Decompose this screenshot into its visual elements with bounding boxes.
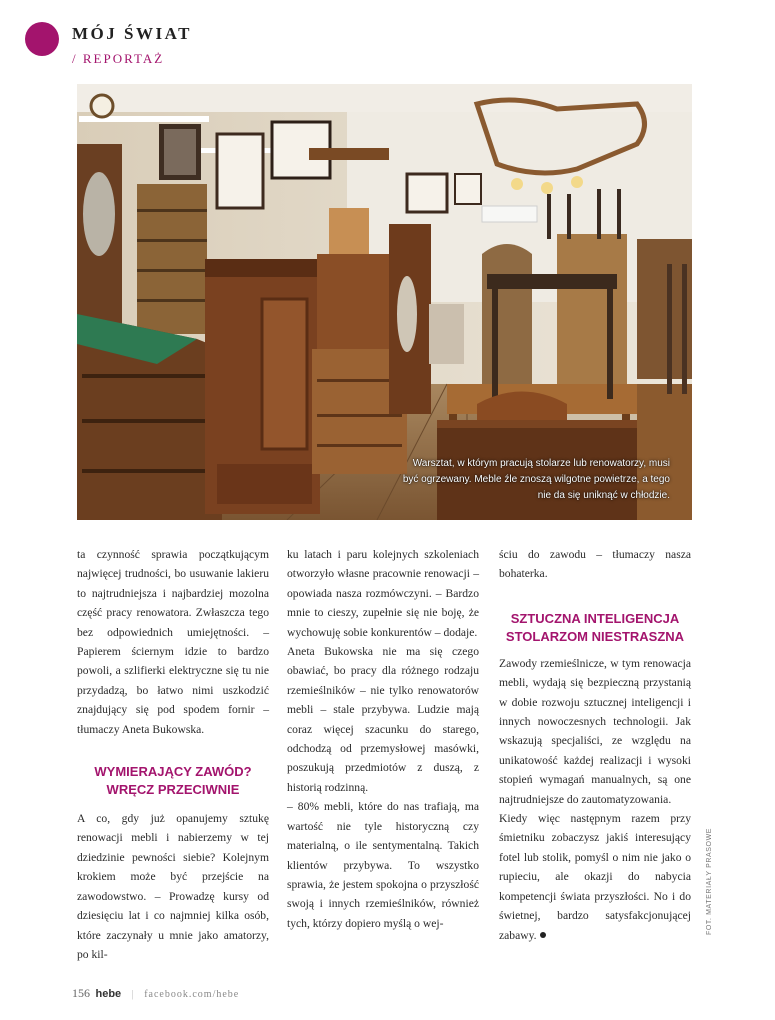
subheading-endangered-profession — [77, 763, 269, 799]
footer-divider: | — [131, 989, 134, 1000]
section-badge — [25, 22, 59, 56]
section-subtitle: / REPORTAŻ — [72, 51, 165, 66]
article-column-2 — [287, 545, 479, 933]
article-column-3 — [499, 545, 691, 945]
end-of-article-icon — [540, 932, 546, 938]
page-footer — [72, 986, 239, 1001]
paragraph: A co, gdy już opanujemy sztukę renowacji mebli i nabierzemy w tej dziedzinie pewności siebie? Kolejnym krokiem może być przejście na zawodowstwo. – Prowadzę kursy od dziesięciu lat i co najmniej kilka osób, które zaczynały u mnie jako amatorzy, po kil- — [77, 812, 269, 961]
subheading-artificial-intelligence — [499, 610, 691, 646]
subheading-line: SZTUCZNA INTELIGENCJA — [510, 610, 680, 626]
paragraph: – 80% mebli, które do nas trafiają, ma wartość nie tyle historyczną czy materialną, o ile sentymentalną. Takich klientów przybywa. To wszystko sprawia, że jestem spokojna o przyszłość swoją i innych rzemieślników, również tych, którzy dopiero myślą o wej- — [287, 800, 479, 930]
paragraph: ściu do zawodu – tłumaczy nasza bohaterka. — [499, 548, 691, 581]
photo-caption: Warsztat, w którym pracują stolarze lub renowatorzy, musi być ogrzewany. Meble źle znoszą wilgotne powietrze, a tego nie da się uniknąć w chłodzie. — [402, 458, 670, 501]
paragraph: Zawody rzemieślnicze, w tym renowacja mebli, wydają się bezpieczną przystanią w dobie rozwoju sztucznej inteligencji i innych nowoczesnych technologii. Jak wskazują specjaliści, ze względu na unikatowość każdej realizacji i wysoki stopień wymagań manualnych, są one najtrudniejsze do zautomatyzowania. — [499, 656, 691, 806]
workshop-photo-illustration — [77, 84, 692, 520]
paragraph: Aneta Bukowska nie ma się czego obawiać, bo pracy dla różnego rodzaju rzemieślników – nie tylko renowatorów mebli – stale przybywa. Ludzie mają coraz więcej szacunku do starego, odchodzą od przemysłowej masówki, poszukują przedmiotów z duszą, z historią rodzinną. — [287, 645, 479, 794]
paragraph: ta czynność sprawia początkującym najwięcej trudności, bo usuwanie lakieru to najtrudniejsza i najbardziej mozolna część pracy renowatora. Zwłaszcza tego bez odpowiednich umiejętności. – Papierem ściernym idzie to bardzo powoli, a szlifierki elektryczne się tu nie przydadzą, bo łatwo nimi uszkodzić znajdujący się pod spodem fornir – tłumaczy Aneta Bukowska. — [77, 548, 269, 736]
paragraph-text: Kiedy więc następnym razem przy śmietniku zobaczysz jakiś interesujący fotel lub stolik, pomyśl o nim nie jako o rupieciu, ale okazji do nabycia kompetencji świata przyszłości. No i do świetnej, bardzo satysfakcjonującej zabawy. — [499, 812, 691, 942]
section-title: MÓJ ŚWIAT — [72, 24, 192, 43]
subheading-line: STOLARZOM NIESTRASZNA — [505, 628, 685, 644]
footer-website-link[interactable]: facebook.com/hebe — [144, 989, 240, 1000]
paragraph-final — [499, 809, 691, 945]
page-number: 156 — [72, 986, 90, 1000]
subheading-line: WYMIERAJĄCY ZAWÓD? — [94, 764, 252, 780]
workshop-photo — [77, 84, 692, 520]
paragraph: ku latach i paru kolejnych szkoleniach otworzyło własne pracownie renowacji – opowiada nasza rozmówczyni. – Bardzo mnie to cieszy, zupełnie się nie boję, że wychowuję sobie konkurentów – dodaje. — [287, 548, 479, 639]
magazine-logo: hebe — [95, 988, 122, 1000]
photo-credit: FOT. MATERIAŁY PRASOWE — [706, 827, 713, 935]
subheading-line: WRĘCZ PRZECIWNIE — [106, 782, 240, 798]
article-column-1 — [77, 545, 269, 964]
